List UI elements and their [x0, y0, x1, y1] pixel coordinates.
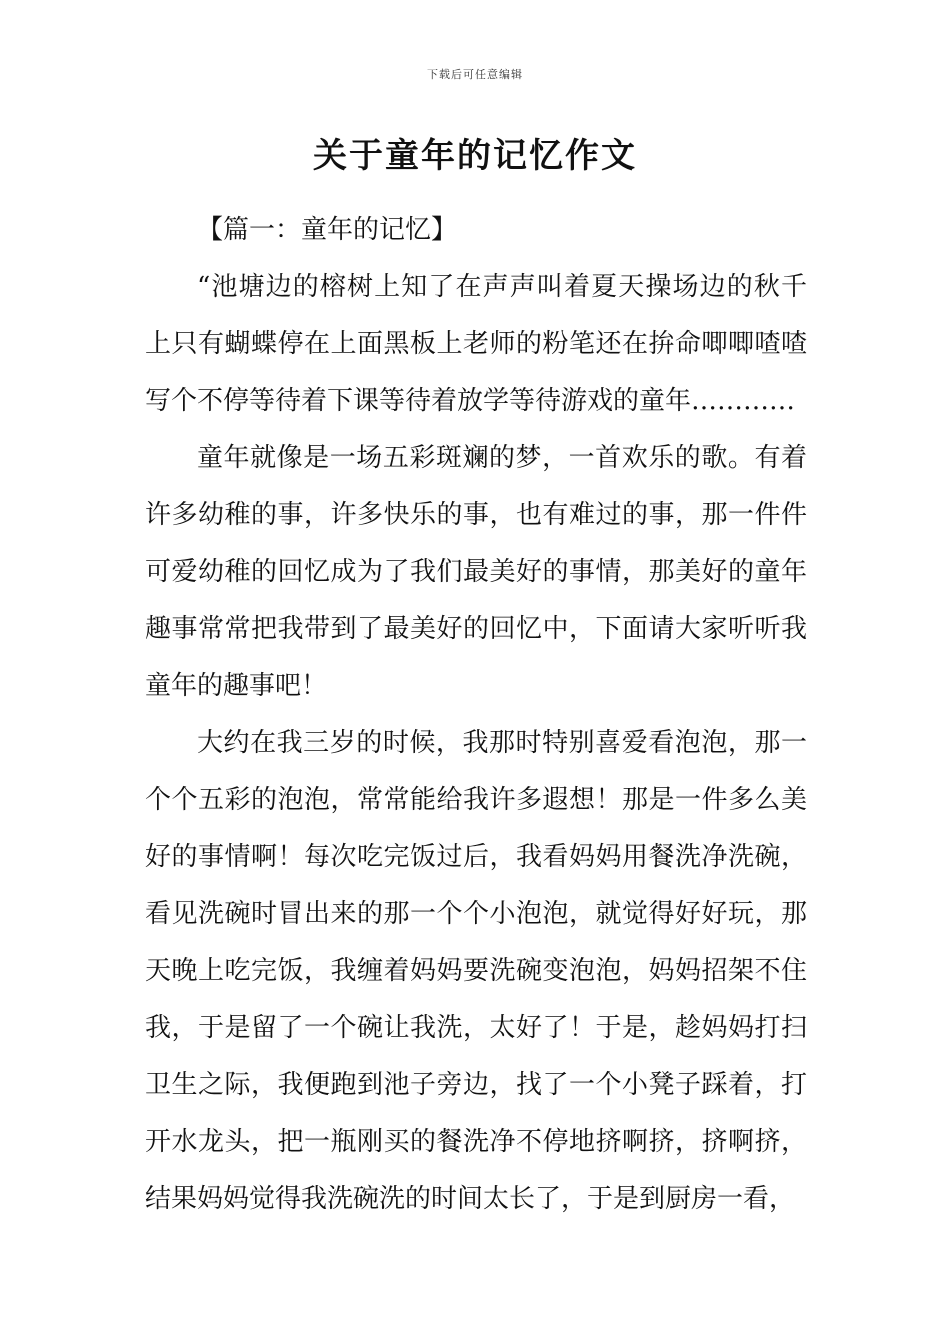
paragraph-quote: “池塘边的榕树上知了在声声叫着夏天操场边的秋千上只有蝴蝶停在上面黑板上老师的粉笔还在拚命唧唧喳喳写个不停等待着下课等待着放学等待游戏的童年………… — [145, 272, 807, 416]
header-note: 下载后可任意编辑 — [427, 68, 523, 81]
page-title: 关于童年的记忆作文 — [313, 136, 637, 176]
paragraph: 大约在我三岁的时候，我那时特别喜爱看泡泡，那一个个五彩的泡泡，常常能给我许多遐想！那是一件多么美好的事情啊！每次吃完饭过后，我看妈妈用餐洗净洗碗，看见洗碗时冒出来的那一个个小泡泡，就觉得好好玩，那天晚上吃完饭，我缠着妈妈要洗碗变泡泡，妈妈招架不住我，于是留了一个碗让我洗，太好了！于是，趁妈妈打扫卫生之际，我便跑到池子旁边，找了一个小凳子踩着，打开水龙头，把一瓶刚买的餐洗净不停地挤啊挤，挤啊挤，结果妈妈觉得我洗碗洗的时间太长了，于是到厨房一看， — [145, 728, 807, 1214]
section-heading: 【篇一：童年的记忆】 — [197, 215, 458, 245]
document-body — [145, 202, 807, 1228]
paragraph: 童年就像是一场五彩斑斓的梦，一首欢乐的歌。有着许多幼稚的事，许多快乐的事，也有难过的事，那一件件可爱幼稚的回忆成为了我们最美好的事情，那美好的童年趣事常常把我带到了最美好的回忆中，下面请大家听听我童年的趣事吧！ — [145, 443, 807, 701]
